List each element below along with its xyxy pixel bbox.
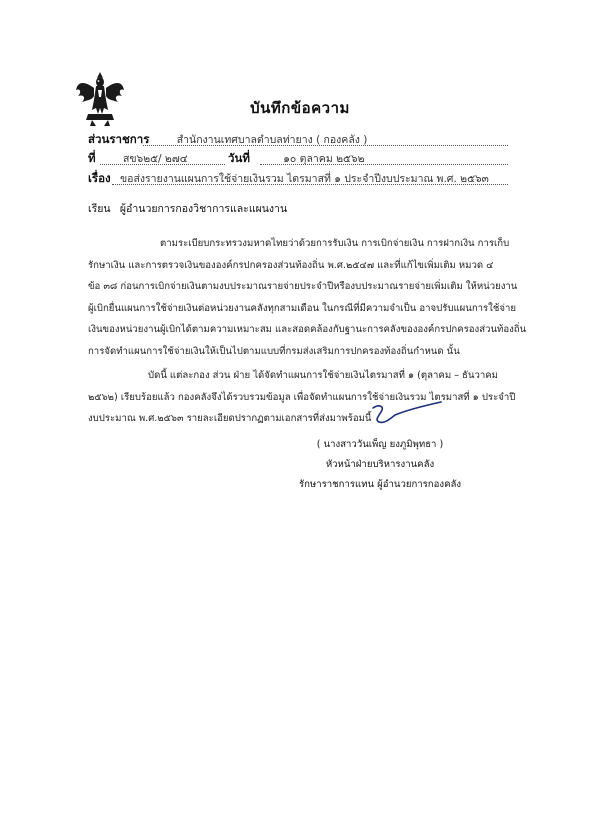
subject-value: ขอส่งรายงานแผนการใช้จ่ายเงินรวม ไตรมาสที่ ๑ ประจำปีงบประมาณ พ.ศ. ๒๕๖๓: [119, 173, 489, 185]
para1-line: ผู้เบิกยื่นแผนการใช้จ่ายเงินต่อหน่วยงานคลังทุกสามเดือน ในกรณีที่มีความจำเป็น อาจปรับแผนการใช้จ่าย: [88, 302, 517, 314]
signer-acting: รักษาราชการแทน ผู้อำนวยการกองคลัง: [298, 479, 462, 490]
para1-line: รักษาเงิน และการตรวจเงินขององค์กรปกครองส่วนท้องถิ่น พ.ศ.๒๕๔๗ และที่แก้ไขเพิ่มเติม หมวด ๔: [88, 259, 494, 271]
handwritten-signature-icon: [355, 398, 445, 428]
date-dotted-line: [260, 164, 508, 165]
para1-line: ตามระเบียบกระทรวงมหาดไทยว่าด้วยการรับเงิน การเบิกจ่ายเงิน การฝากเงิน การเก็บ: [160, 238, 510, 249]
para1-line: การจัดทำแผนการใช้จ่ายเงินให้เป็นไปตามแบบที่กรมส่งเสริมการปกครองท้องถิ่นกำหนด นั้น: [88, 345, 460, 357]
subject-row: [88, 170, 489, 188]
memo-title: บันทึกข้อความ: [250, 99, 350, 117]
signer-name: ( นางสาววันเพ็ญ ยงภูมิพุทธา ): [316, 439, 444, 450]
para1-line: เงินของหน่วยงานผู้เบิกได้ตามความเหมาะสม และสอดคล้องกับฐานะการคลังขององค์กรปกครองส่วนท้องถิ่น: [88, 324, 527, 335]
greeting-label: เรียน: [88, 203, 111, 215]
date-value: ๑๐ ตุลาคม ๒๕๖๒: [283, 153, 365, 165]
para2-line: ๒๕๖๒) เรียบร้อยแล้ว กองคลังจึงได้รวบรวมข้อมูล เพื่อจัดทำแผนการใช้จ่ายเงินรวม ไตรมาสที่ ๑ ประจำปี: [88, 391, 516, 403]
agency-dotted-line: [143, 145, 508, 146]
ref-dotted-line: [100, 164, 225, 165]
para2-line: งบประมาณ พ.ศ.๒๕๖๓ รายละเอียดปรากฏตามเอกสารที่ส่งมาพร้อมนี้: [88, 413, 372, 424]
para2-line: บัดนี้ แต่ละกอง ส่วน ฝ่าย ได้จัดทำแผนการใช้จ่ายเงินไตรมาสที่ ๑ (ตุลาคม – ธันวาคม: [148, 370, 498, 381]
subject-label: เรื่อง: [88, 171, 111, 185]
agency-value: สำนักงานเทศบาลตำบลท่ายาง ( กองคลัง ): [176, 134, 368, 146]
ref-value: สข๖๒๕/ ๒๗๔: [122, 153, 188, 165]
ref-row: [88, 150, 188, 168]
agency-label: ส่วนราชการ: [88, 132, 150, 146]
agency-row: [88, 131, 367, 149]
ref-label: ที่: [88, 151, 96, 165]
subject-dotted-line: [112, 184, 508, 185]
para1-line: ข้อ ๓๘ ก่อนการเบิกจ่ายเงินตามงบประมาณรายจ่ายประจำปีหรืองบประมาณรายจ่ายเพิ่มเติม ให้หน่วยงาน: [88, 281, 518, 292]
greeting-row: [88, 200, 287, 217]
date-label: วันที่: [228, 151, 250, 165]
greeting-value: ผู้อำนวยการกองวิชาการและแผนงาน: [119, 203, 288, 215]
signer-position: หัวหน้าฝ่ายบริหารงานคลัง: [325, 459, 435, 470]
date-row: [228, 150, 365, 168]
